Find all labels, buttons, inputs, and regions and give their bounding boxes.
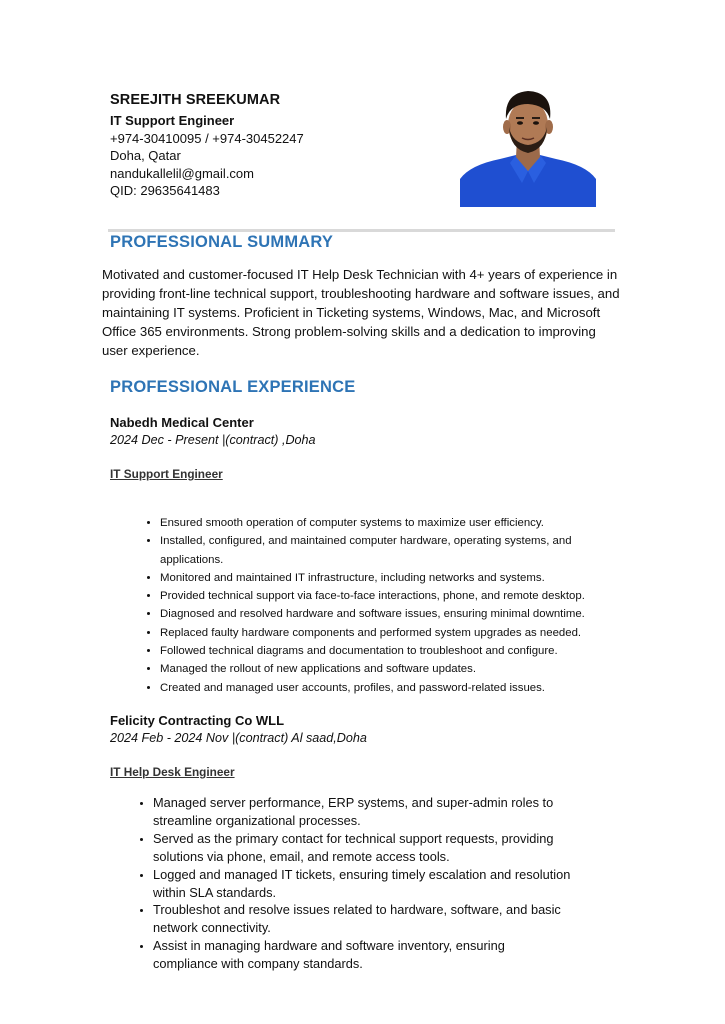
job-title: IT Support Engineer [110,467,223,481]
list-item: • Replaced faulty hardware components and performed system upgrades as needed. [160,624,660,642]
list-item: • Ensured smooth operation of computer systems to maximize user efficiency. [160,514,660,532]
list-item: • Managed the rollout of new applications and software updates. [160,660,660,678]
job-title: IT Help Desk Engineer [110,765,235,779]
email-address: nandukallelil@gmail.com [110,165,254,181]
phone-numbers: +974-30410095 / +974-30452247 [110,130,304,146]
job-duties-list [142,514,660,697]
job-duties-list [135,794,573,973]
job-role: IT Support Engineer [110,113,235,128]
list-item: • Created and managed user accounts, profiles, and password-related issues. [160,679,660,697]
list-item: • Troubleshot and resolve issues related to hardware, software, and basic network connectivity. [153,901,573,937]
candidate-name: SREEJITH SREEKUMAR [110,92,281,108]
summary-heading: PROFESSIONAL SUMMARY [110,233,334,251]
list-item: • Managed server performance, ERP systems, and super-admin roles to streamline organizational processes. [153,794,573,830]
contact-block [110,112,304,200]
profile-photo [460,87,596,207]
job-company: Nabedh Medical Center [110,415,254,430]
list-item: • Logged and managed IT tickets, ensuring timely escalation and resolution within SLA standards. [153,866,573,902]
location: Doha, Qatar [110,148,181,164]
list-item: • Served as the primary contact for technical support requests, providing solutions via phone, email, and remote access tools. [153,830,573,866]
job-company: Felicity Contracting Co WLL [110,713,285,728]
job-dates: 2024 Feb - 2024 Nov |(contract) Al saad,Doha [110,731,367,745]
list-item: • Installed, configured, and maintained computer hardware, operating systems, and applications. [160,532,660,569]
list-item: • Followed technical diagrams and documentation to troubleshoot and configure. [160,642,660,660]
qid-number: QID: 29635641483 [110,183,220,199]
list-item: • Monitored and maintained IT infrastructure, including networks and systems. [160,569,660,587]
list-item: • Assist in managing hardware and software inventory, ensuring compliance with company standards. [153,937,573,973]
summary-text: Motivated and customer-focused IT Help Desk Technician with 4+ years of experience in providing front-line technical support, troubleshooting hardware and software issues, and maintaining IT systems. Proficient in Ticketing systems, Windows, Mac, and Microsoft Office 365 environments. Strong problem-solving skills and a dedication to improving user experience. [102,267,620,358]
list-item: • Provided technical support via face-to-face interactions, phone, and remote desktop. [160,587,660,605]
job-dates: 2024 Dec - Present |(contract) ,Doha [110,433,316,447]
list-item: • Diagnosed and resolved hardware and software issues, ensuring minimal downtime. [160,605,660,623]
header-divider [108,229,615,232]
experience-heading: PROFESSIONAL EXPERIENCE [110,378,356,396]
